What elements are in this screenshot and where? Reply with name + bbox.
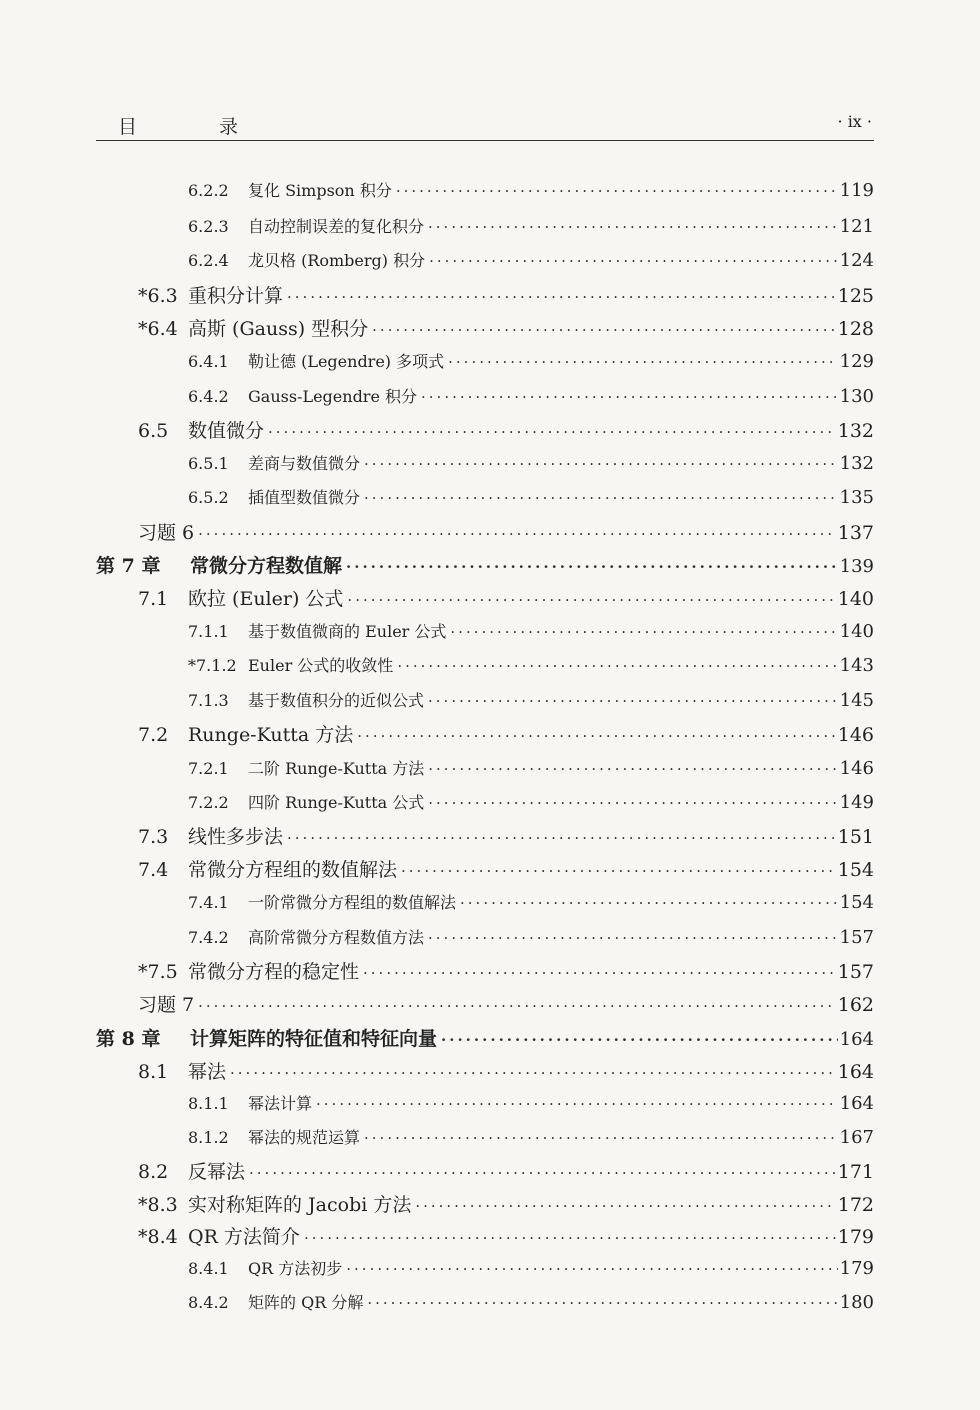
dot-leader [428,788,837,818]
toc-entry-title: 高阶常微分方程数值方法 [248,928,425,947]
toc-entry-number: 7.3 [138,826,169,848]
dot-leader [428,923,838,953]
toc-entry-page: 129 [839,351,874,372]
toc-entry-page: 164 [839,1093,874,1114]
dot-leader [421,382,838,412]
toc-entry[interactable] [188,176,874,206]
toc-entry-title: 基于数值积分的近似公式 [248,691,425,710]
toc-entry-page: 125 [837,285,874,307]
toc-entry[interactable] [138,518,874,548]
toc-entry[interactable] [188,382,874,412]
toc-entry[interactable] [188,449,874,479]
toc-entry-number: 7.4.1 [188,893,229,912]
toc-entry[interactable] [138,822,874,852]
toc-entry-title: 计算矩阵的特征值和特征向量 [190,1028,438,1050]
toc-entry-number: 7.4.2 [188,928,229,947]
toc-entry[interactable] [138,957,874,987]
dot-leader [347,585,835,615]
toc-entry[interactable] [96,1024,874,1054]
toc-entry-title: Gauss-Legendre 积分 [248,387,418,406]
toc-entry-page: 172 [837,1194,874,1216]
toc-entry-page: 157 [839,927,874,948]
toc-entry-page: 171 [837,1161,874,1183]
toc-entry-page: 128 [837,318,874,340]
toc-entry[interactable] [138,584,874,614]
header-page-number: · ix · [837,112,872,131]
dot-leader [316,1089,838,1119]
toc-entry-number: 8.4.2 [188,1293,229,1312]
toc-entry-title: 矩阵的 QR 分解 [248,1293,364,1312]
toc-entry-page: 135 [839,487,874,508]
toc-entry-number: 8.2 [138,1161,169,1183]
toc-entry-title: Euler 公式的收敛性 [248,656,394,675]
toc-entry[interactable] [188,1288,874,1318]
toc-entry-number: 7.2 [138,724,169,746]
toc-entry[interactable] [188,212,874,242]
toc-entry-number: 第 8 章 [96,1028,161,1050]
dot-leader [367,1288,837,1318]
toc-entry-number: 6.4.1 [188,352,229,371]
toc-entry-title: 自动控制误差的复化积分 [248,217,425,236]
toc-entry[interactable] [188,1123,874,1153]
toc-entry-number: 第 7 章 [96,555,161,577]
toc-entry[interactable] [188,1089,874,1119]
dot-leader [230,1058,836,1088]
toc-entry-number: *7.5 [138,961,178,983]
toc-entry-title: 线性多步法 [188,826,284,848]
toc-entry-page: 167 [839,1127,874,1148]
toc-entry[interactable] [138,1057,874,1087]
toc-entry-number: 7.2.2 [188,793,229,812]
toc-entry-page: 180 [839,1292,874,1313]
toc-entry-number: 6.2.2 [188,181,229,200]
toc-entry-page: 145 [839,690,874,711]
toc-entry-number: *7.1.2 [188,656,237,675]
toc-entry-number: 7.2.1 [188,759,229,778]
toc-entry-title: 常微分方程的稳定性 [188,961,360,983]
toc-entry-number: 6.5.2 [188,488,229,507]
toc-entry-number: 7.1 [138,588,169,610]
toc-entry-title: 实对称矩阵的 Jacobi 方法 [188,1194,412,1216]
toc-entry-number: *8.4 [138,1226,178,1248]
toc-entry-number: 8.4.1 [188,1259,229,1278]
toc-entry-page: 179 [837,1226,874,1248]
toc-entry-title: 数值微分 [188,420,265,442]
toc-entry-title: 重积分计算 [188,285,284,307]
dot-leader [364,483,838,513]
toc-entry-page: 149 [839,792,874,813]
toc-entry-page: 162 [837,994,874,1016]
running-header [96,108,874,141]
toc-entry-page: 154 [839,892,874,913]
toc-entry[interactable] [138,416,874,446]
toc-entry[interactable] [138,281,874,311]
toc-entry-title: 习题 6 [138,522,195,544]
dot-leader [428,212,838,242]
dot-leader [357,721,835,751]
dot-leader [450,617,837,647]
toc-entry-title: 反幂法 [188,1161,246,1183]
toc-entry-title: 插值型数值微分 [248,488,361,507]
toc-entry-page: 164 [837,1061,874,1083]
toc-entry[interactable] [138,720,874,750]
toc-entry-page: 146 [837,724,874,746]
toc-entry-number: 6.2.4 [188,251,229,270]
toc-entry-title: 龙贝格 (Romberg) 积分 [248,251,426,270]
toc-entry[interactable] [188,686,874,716]
dot-leader [198,991,836,1021]
toc-entry-title: Runge-Kutta 方法 [188,724,354,746]
toc-entry[interactable] [188,888,874,918]
toc-entry-title: 欧拉 (Euler) 公式 [188,588,344,610]
toc-entry-title: 常微分方程组的数值解法 [188,859,398,881]
toc-entry[interactable] [188,651,874,681]
toc-entry[interactable] [138,1222,874,1252]
dot-leader [249,1158,836,1188]
toc-entry-number: 7.1.1 [188,622,229,641]
toc-entry-title: 高斯 (Gauss) 型积分 [188,318,369,340]
toc-entry-page: 132 [837,420,874,442]
dot-leader [460,888,838,918]
toc-entry[interactable] [96,551,874,581]
dot-leader [363,958,836,988]
toc-entry-number: 6.2.3 [188,217,229,236]
dot-leader [346,552,838,582]
toc-entry-page: 140 [837,588,874,610]
toc-entry[interactable] [188,483,874,513]
toc-entry[interactable] [138,855,874,885]
toc-entry-number: 6.4.2 [188,387,229,406]
dot-leader [396,176,838,206]
dot-leader [304,1223,836,1253]
dot-leader [415,1191,835,1221]
toc-entry-page: 124 [839,250,874,271]
toc-entry-number: 8.1.2 [188,1128,229,1147]
toc-entry-title: 习题 7 [138,994,195,1016]
toc-entry[interactable] [188,923,874,953]
toc-entry-page: 179 [839,1258,874,1279]
dot-leader [198,519,836,549]
toc-entry[interactable] [138,1157,874,1187]
toc-entry-page: 164 [839,1029,874,1050]
dot-leader [287,823,836,853]
dot-leader [346,1254,837,1284]
dot-leader [428,754,837,784]
toc-entry[interactable] [188,754,874,784]
toc-entry-number: 7.1.3 [188,691,229,710]
toc-entry-page: 119 [839,180,874,201]
toc-entry-title: QR 方法简介 [188,1226,300,1248]
dot-leader [397,651,837,681]
toc-entry-page: 132 [839,453,874,474]
toc-entry-page: 154 [837,859,874,881]
toc-entry-title: 幂法计算 [248,1094,313,1113]
toc-entry-title: 幂法的规范运算 [248,1128,361,1147]
toc-entry-title: 四阶 Runge-Kutta 公式 [248,793,425,812]
dot-leader [401,856,836,886]
toc-entry-number: 6.5.1 [188,454,229,473]
toc-entry-page: 151 [837,826,874,848]
toc-entry[interactable] [138,990,874,1020]
toc-entry-number: 8.1.1 [188,1094,229,1113]
dot-leader [268,417,836,447]
toc-entry-title: 勒让德 (Legendre) 多项式 [248,352,445,371]
dot-leader [448,347,838,377]
toc-entry-number: *6.4 [138,318,178,340]
toc-entry-title: 常微分方程数值解 [190,555,343,577]
toc-entry-page: 157 [837,961,874,983]
toc-entry[interactable] [188,1254,874,1284]
toc-entry[interactable] [188,347,874,377]
toc-entry-title: QR 方法初步 [248,1259,343,1278]
toc-entry-number: 8.1 [138,1061,169,1083]
toc-entry-page: 140 [839,621,874,642]
dot-leader [372,315,836,345]
toc-entry-title: 二阶 Runge-Kutta 方法 [248,759,425,778]
toc-entry-page: 139 [839,556,874,577]
toc-entry-number: 7.4 [138,859,169,881]
toc-entry[interactable] [188,246,874,276]
toc-entry[interactable] [138,314,874,344]
toc-entry-title: 一阶常微分方程组的数值解法 [248,893,457,912]
toc-entry-title: 复化 Simpson 积分 [248,181,392,200]
toc-entry-title: 差商与数值微分 [248,454,361,473]
dot-leader [364,1123,838,1153]
toc-entry-page: 130 [839,386,874,407]
dot-leader [364,449,838,479]
dot-leader [429,246,838,276]
toc-entry-page: 143 [839,655,874,676]
toc-entry-number: *8.3 [138,1194,178,1216]
toc-entry-page: 137 [837,522,874,544]
toc-entry-number: 6.5 [138,420,169,442]
toc-entry[interactable] [188,788,874,818]
toc-entry[interactable] [138,1190,874,1220]
toc-entry-number: *6.3 [138,285,178,307]
toc-entry-title: 基于数值微商的 Euler 公式 [248,622,447,641]
toc-entry-title: 幂法 [188,1061,227,1083]
dot-leader [428,686,838,716]
header-title: 目 录 [118,116,277,138]
dot-leader [287,282,836,312]
dot-leader [441,1025,838,1055]
toc-entry[interactable] [188,617,874,647]
toc-entry-page: 146 [839,758,874,779]
toc-entry-page: 121 [839,216,874,237]
